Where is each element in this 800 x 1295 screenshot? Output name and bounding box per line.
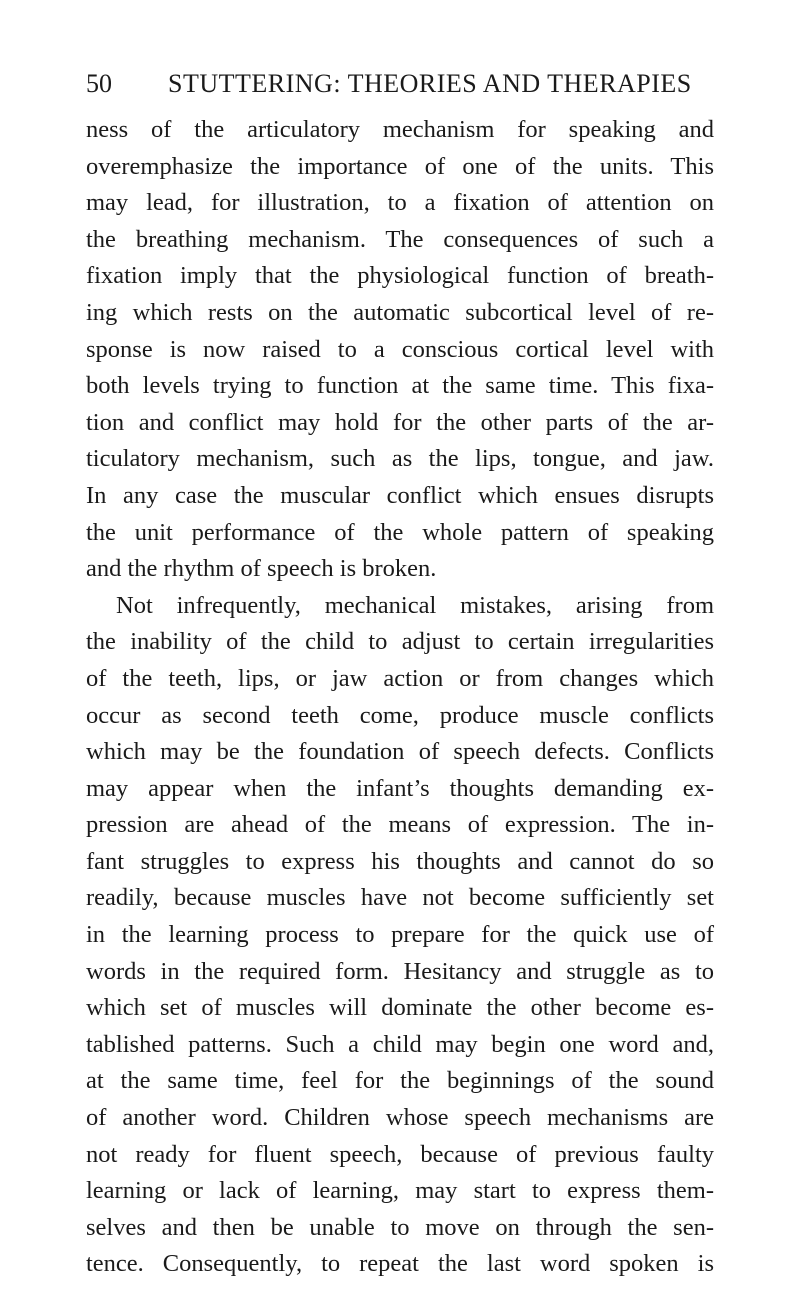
text-line: in the learning process to prepare for the quick use of bbox=[86, 921, 714, 949]
text-line: In any case the muscular conflict which ensues disrupts bbox=[86, 481, 714, 509]
text-line: pression are ahead of the means of expression. The in- bbox=[86, 811, 714, 839]
text-line: not ready for fluent speech, because of previous faulty bbox=[86, 1140, 714, 1168]
text-line: ticulatory mechanism, such as the lips, tongue, and jaw. bbox=[86, 445, 714, 473]
text-line: may lead, for illustration, to a fixation of attention on bbox=[86, 189, 714, 217]
paragraph-start-line: Not infrequently, mechanical mistakes, arising from bbox=[116, 591, 714, 619]
text-line: of the teeth, lips, or jaw action or from changes which bbox=[86, 664, 714, 692]
page-number: 50 bbox=[86, 69, 112, 98]
paragraph-end-line: and the rhythm of speech is broken. bbox=[86, 555, 437, 583]
text-line: ness of the articulatory mechanism for speaking and bbox=[86, 116, 714, 143]
text-line: learning or lack of learning, may start to express them- bbox=[86, 1177, 714, 1205]
text-line: tence. Consequently, to repeat the last word spoken is bbox=[86, 1250, 714, 1278]
running-head bbox=[86, 64, 726, 104]
text-line: tion and conflict may hold for the other parts of the ar- bbox=[86, 408, 714, 436]
text-line: the unit performance of the whole pattern of speaking bbox=[86, 518, 714, 546]
text-line: ing which rests on the automatic subcortical level of re- bbox=[86, 298, 714, 326]
text-line: overemphasize the importance of one of the units. This bbox=[86, 152, 714, 180]
body-text bbox=[86, 112, 714, 1283]
running-title: STUTTERING: THEORIES AND THERAPIES bbox=[168, 69, 692, 98]
text-line: fixation imply that the physiological function of breath- bbox=[86, 262, 714, 290]
text-line: readily, because muscles have not become sufficiently set bbox=[86, 884, 714, 912]
text-line: which may be the foundation of speech defects. Conflicts bbox=[86, 738, 714, 766]
text-line: words in the required form. Hesitancy and struggle as to bbox=[86, 957, 714, 985]
text-line: tablished patterns. Such a child may begin one word and, bbox=[86, 1030, 714, 1058]
text-line: sponse is now raised to a conscious cortical level with bbox=[86, 335, 714, 363]
text-line: fant struggles to express his thoughts and cannot do so bbox=[86, 847, 714, 875]
text-line: the inability of the child to adjust to certain irregularities bbox=[86, 628, 714, 656]
text-line: which set of muscles will dominate the other become es- bbox=[86, 994, 714, 1022]
text-line: of another word. Children whose speech mechanisms are bbox=[86, 1104, 714, 1132]
text-line: the breathing mechanism. The consequences of such a bbox=[86, 225, 714, 253]
text-line: may appear when the infant’s thoughts demanding ex- bbox=[86, 774, 714, 802]
text-line: at the same time, feel for the beginnings of the sound bbox=[86, 1067, 714, 1095]
text-line: occur as second teeth come, produce muscle conflicts bbox=[86, 701, 714, 729]
text-line: both levels trying to function at the same time. This fixa- bbox=[86, 372, 714, 400]
text-line: selves and then be unable to move on through the sen- bbox=[86, 1213, 714, 1241]
